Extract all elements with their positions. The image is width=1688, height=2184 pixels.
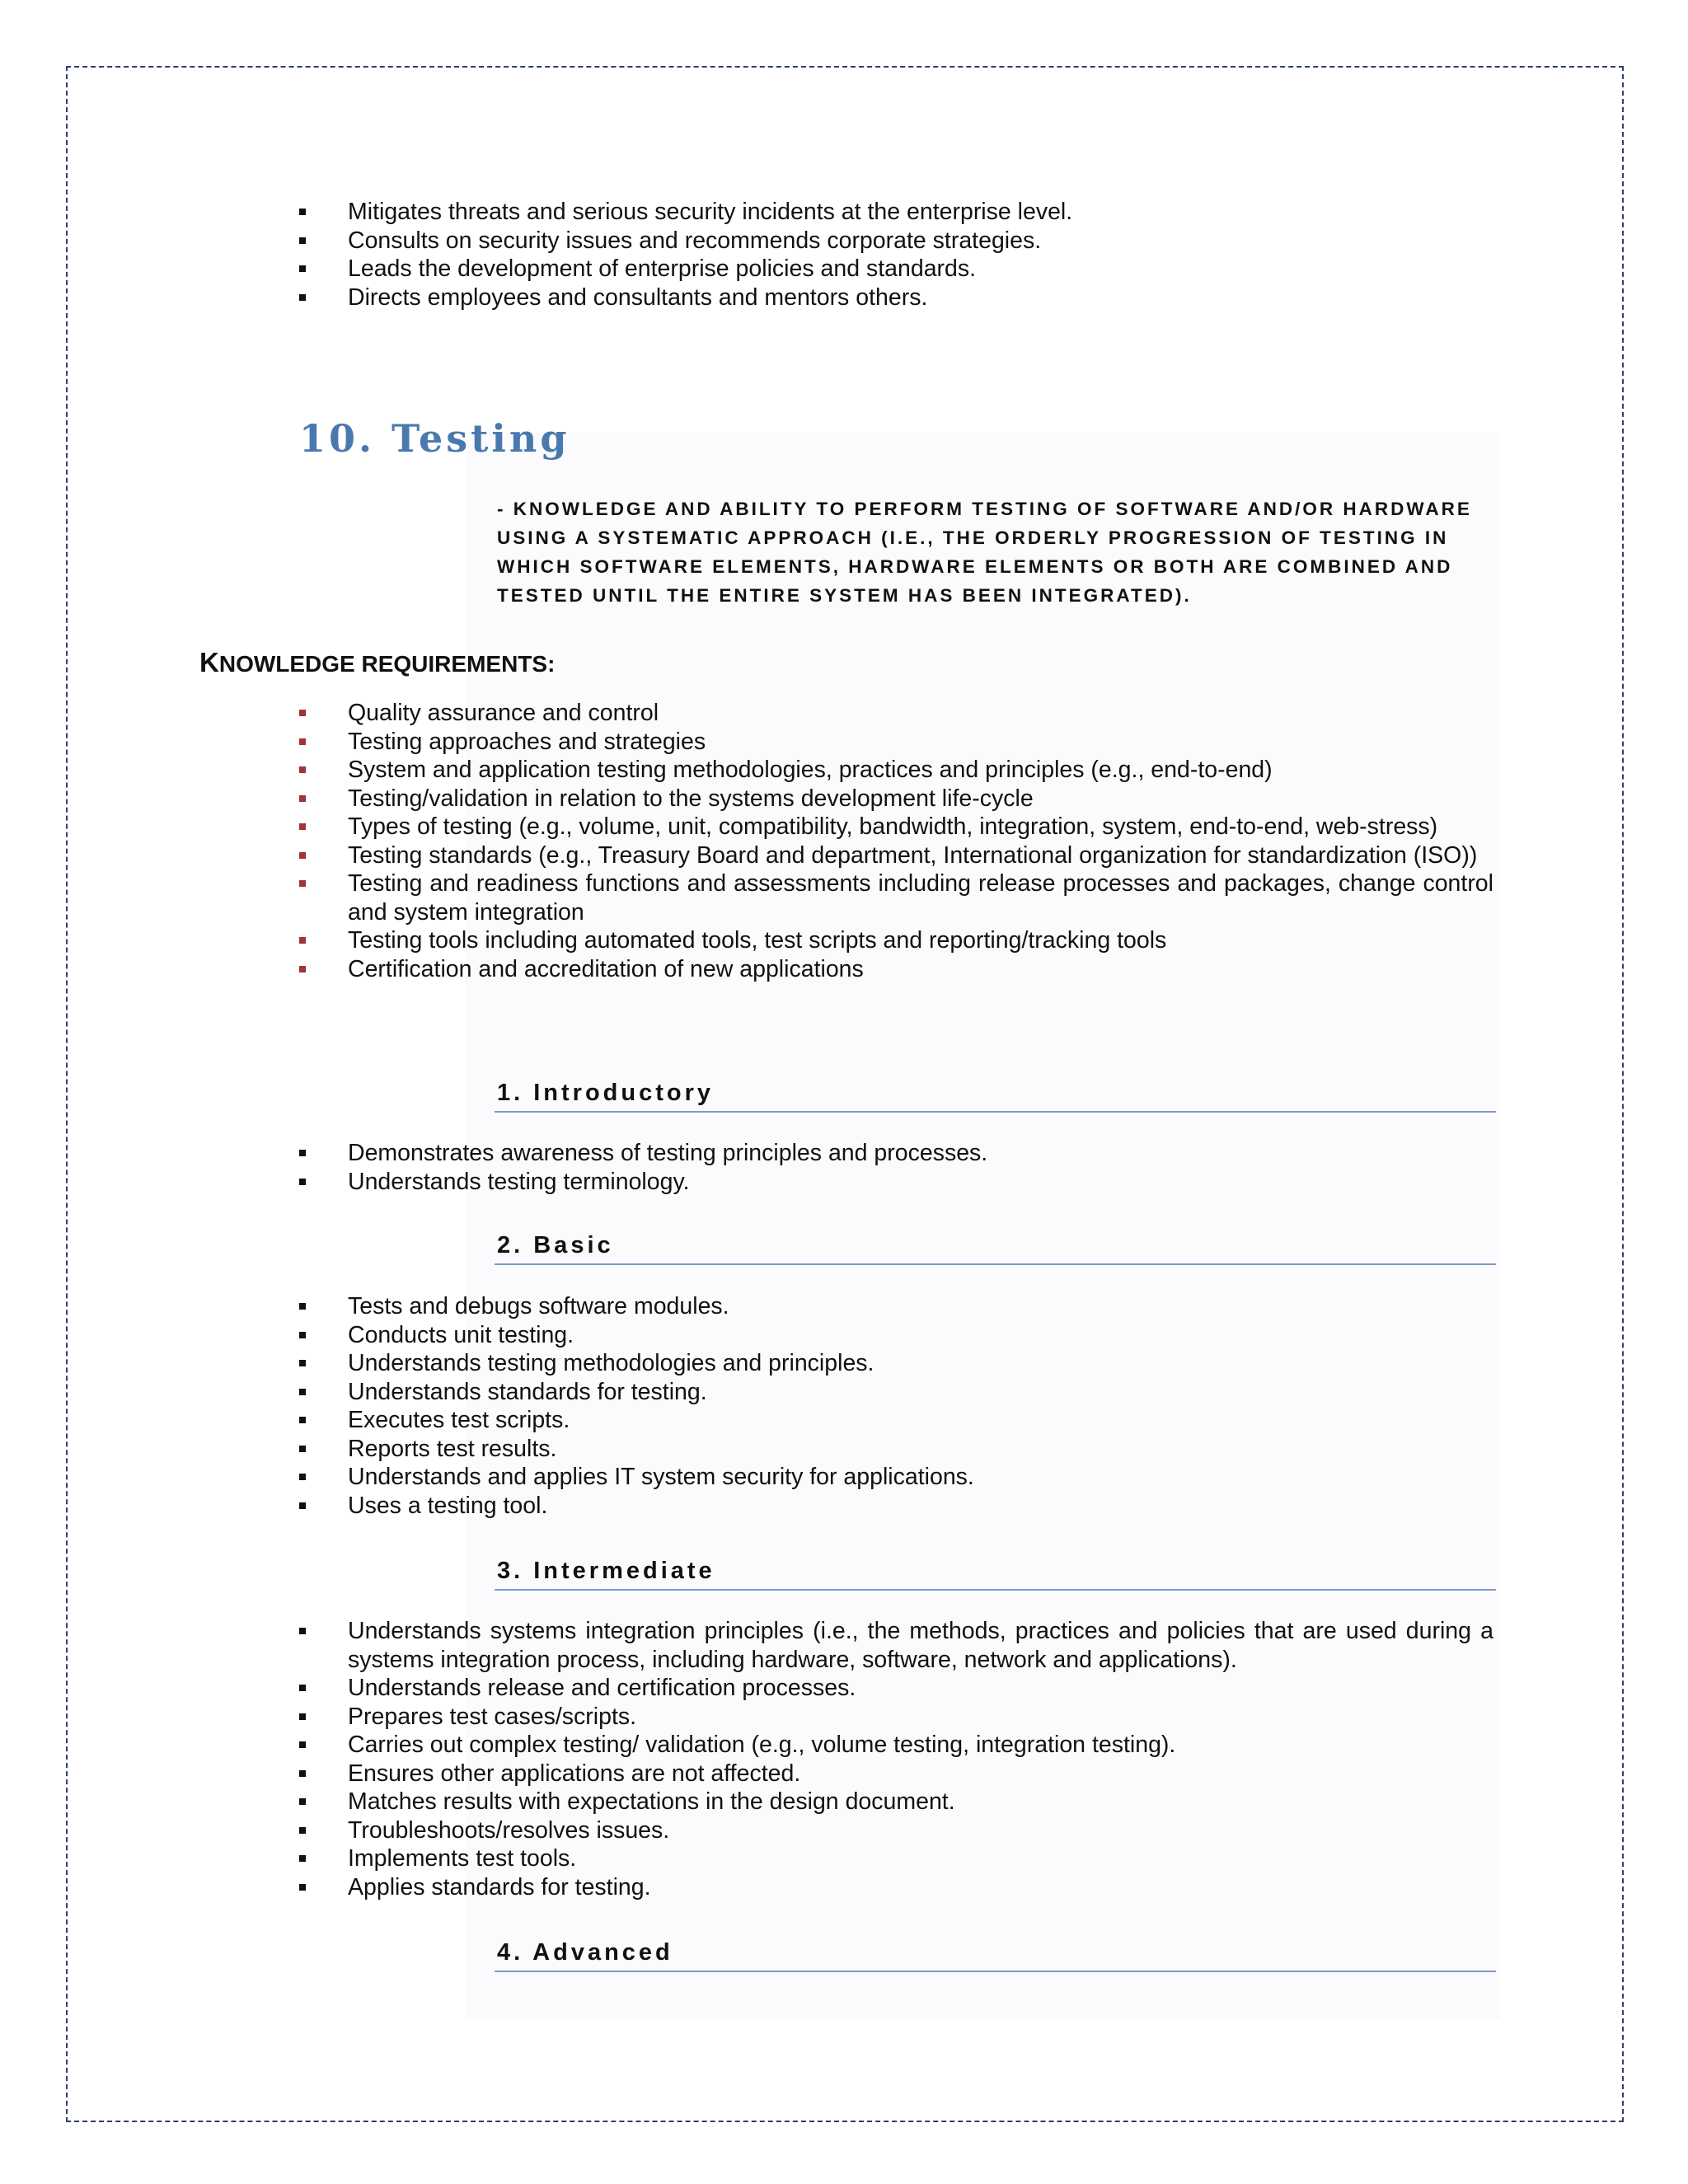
list-item: Consults on security issues and recommends corporate strategies. xyxy=(297,227,1493,255)
heading-rest: NOWLEDGE REQUIREMENTS: xyxy=(218,651,556,677)
list-item: Understands release and certification processes. xyxy=(297,1674,1493,1703)
list-item: Certification and accreditation of new applications xyxy=(297,955,1493,984)
list-item: Testing and readiness functions and assessments including release processes and packages, change control and system integration xyxy=(297,869,1493,926)
section-title: 10. Testing xyxy=(299,416,570,461)
knowledge-requirements-heading xyxy=(199,647,555,678)
list-item: Understands standards for testing. xyxy=(297,1378,1493,1407)
heading-initial: K xyxy=(199,647,219,677)
list-item: Demonstrates awareness of testing principles and processes. xyxy=(297,1139,1493,1168)
list-item: Types of testing (e.g., volume, unit, compatibility, bandwidth, integration, system, end-to-end, web-stress) xyxy=(297,813,1493,841)
list-item: Testing standards (e.g., Treasury Board and department, International organization for standardization (ISO)) xyxy=(297,841,1493,870)
list-item: Conducts unit testing. xyxy=(297,1321,1493,1350)
level-heading-intermediate: 3. Intermediate xyxy=(495,1558,1496,1591)
introductory-list xyxy=(297,1139,1493,1196)
list-item: Understands and applies IT system security for applications. xyxy=(297,1463,1493,1492)
level-heading-basic: 2. Basic xyxy=(495,1232,1496,1265)
list-item: Leads the development of enterprise policies and standards. xyxy=(297,255,1493,284)
list-item: Understands systems integration principles (i.e., the methods, practices and policies that are used during a systems integration process, including hardware, software, network and applications). xyxy=(297,1617,1493,1674)
list-item: Implements test tools. xyxy=(297,1844,1493,1873)
list-item: System and application testing methodologies, practices and principles (e.g., end-to-end) xyxy=(297,756,1493,785)
list-item: Matches results with expectations in the design document. xyxy=(297,1788,1493,1816)
list-item: Mitigates threats and serious security incidents at the enterprise level. xyxy=(297,198,1493,227)
list-item: Executes test scripts. xyxy=(297,1406,1493,1435)
list-item: Directs employees and consultants and mentors others. xyxy=(297,284,1493,312)
list-item: Reports test results. xyxy=(297,1435,1493,1464)
list-item: Testing tools including automated tools, test scripts and reporting/tracking tools xyxy=(297,926,1493,955)
intermediate-list xyxy=(297,1617,1493,1901)
level-heading-introductory: 1. Introductory xyxy=(495,1080,1496,1113)
list-item: Tests and debugs software modules. xyxy=(297,1292,1493,1321)
list-item: Uses a testing tool. xyxy=(297,1492,1493,1521)
section-description: - KNOWLEDGE AND ABILITY TO PERFORM TESTING OF SOFTWARE AND/OR HARDWARE USING A SYSTEMATIC APPROACH (I.E., THE ORDERLY PROGRESSION OF TESTING IN WHICH SOFTWARE ELEMENTS, HARDWARE ELEMENTS OR BOTH ARE COMBINED AND TESTED UNTIL THE ENTIRE SYSTEM HAS BEEN INTEGRATED). xyxy=(497,499,1472,606)
list-item: Applies standards for testing. xyxy=(297,1873,1493,1902)
level-heading-advanced: 4. Advanced xyxy=(495,1939,1496,1972)
list-item: Carries out complex testing/ validation (e.g., volume testing, integration testing). xyxy=(297,1731,1493,1760)
list-item: Testing/validation in relation to the systems development life-cycle xyxy=(297,785,1493,813)
list-item: Prepares test cases/scripts. xyxy=(297,1703,1493,1732)
list-item: Understands testing methodologies and principles. xyxy=(297,1349,1493,1378)
basic-list xyxy=(297,1292,1493,1520)
list-item: Quality assurance and control xyxy=(297,699,1493,728)
list-item: Testing approaches and strategies xyxy=(297,728,1493,757)
knowledge-requirements-list xyxy=(297,699,1493,983)
list-item: Troubleshoots/resolves issues. xyxy=(297,1816,1493,1845)
list-item: Ensures other applications are not affected. xyxy=(297,1760,1493,1788)
previous-section-bullets xyxy=(297,198,1493,312)
list-item: Understands testing terminology. xyxy=(297,1168,1493,1197)
